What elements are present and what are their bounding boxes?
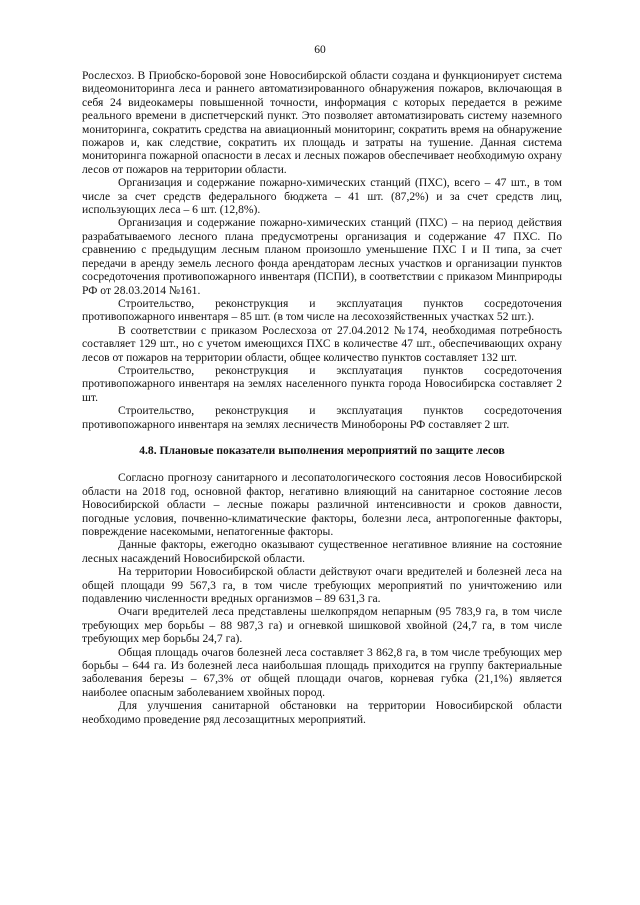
document-body <box>82 69 562 726</box>
paragraph: В соответствии с приказом Рослесхоза от 27.04.2012 №174, необходимая потребность составляет 129 шт., но с учетом имеющихся ПХС в количестве 47 шт., обеспечивающих охрану лесов от пожаров на территории области, общее количество пунктов составляет 132 шт. <box>82 323 562 364</box>
paragraph: Организация и содержание пожарно-химических станций (ПХС), всего – 47 шт., в том числе за счет средств федерального бюджета – 41 шт. (87,2%) и за счет средств лиц, использующих леса – 6 шт. (12,8%). <box>82 176 562 217</box>
paragraph: Строительство, реконструкция и эксплуатация пунктов сосредоточения противопожарного инвентаря на землях лесничеств Минобороны РФ составляет 2 шт. <box>82 404 562 431</box>
paragraph: Общая площадь очагов болезней леса составляет 3 862,8 га, в том числе требующих мер борьбы – 644 га. Из болезней леса наибольшая площадь приходится на группу бактериальные заболевания березы – 67,3% от общей площади очагов, корневая губка (21,1%) является наиболее опасным заболеванием хвойных пород. <box>82 645 562 699</box>
paragraph: На территории Новосибирской области действуют очаги вредителей и болезней леса на общей площади 99 567,3 га, в том числе требующих мероприятий по уничтожению или подавлению численности вредных организмов – 89 631,3 га. <box>82 565 562 606</box>
paragraph: Для улучшения санитарной обстановки на территории Новосибирской области необходимо проведение ряд лесозащитных мероприятий. <box>82 699 562 726</box>
paragraph: Рослесхоз. В Приобско-боровой зоне Новосибирской области создана и функционирует система видеомониторинга леса и раннего автоматизированного обнаружения пожаров, включающая в себя 24 видеокамеры повышенной точности, информация с которых передается в режиме реального времени в диспетчерский пункт. Это позволяет автоматизировать систему наземного мониторинга, сократить средства на авиационный мониторинг, сократить время на обнаружение пожаров и, как следствие, сократить их площадь и затраты на тушение. Данная система мониторинга пожарной опасности в лесах и лесных пожаров обеспечивает необходимую охрану лесов от пожаров на территории области. <box>82 69 562 176</box>
paragraph: Очаги вредителей леса представлены шелкопрядом непарным (95 783,9 га, в том числе требующих мер борьбы – 88 987,3 га) и огневкой шишковой хвойной (24,7 га, в том числе требующих мер борьбы 24,7 га). <box>82 605 562 646</box>
paragraph: Данные факторы, ежегодно оказывают существенное негативное влияние на состояние лесных насаждений Новосибирской области. <box>82 538 562 565</box>
paragraph: Строительство, реконструкция и эксплуатация пунктов сосредоточения противопожарного инвентаря на землях населенного пункта города Новосибирска составляет 2 шт. <box>82 363 562 404</box>
page-number: 60 <box>314 44 326 56</box>
section-heading: 4.8. Плановые показатели выполнения мероприятий по защите лесов <box>139 443 505 457</box>
paragraph: Согласно прогнозу санитарного и лесопатологического состояния лесов Новосибирской области на 2018 год, основной фактор, негативно влияющий на санитарное состояние лесов Новосибирской области – лесные пожары различной интенсивности и сроков давности, погодные условия, почвенно-климатические факторы, болезни леса, антропогенные факторы, повреждение насекомыми, непатогенные факторы. <box>82 471 562 538</box>
paragraph: Организация и содержание пожарно-химических станций (ПХС) – на период действия разрабатываемого лесного плана предусмотрены организация и содержание 47 ПХС. По сравнению с предыдущим лесным планом произошло уменьшение ПХС I и II типа, за счет передачи в аренду земель лесного фонда арендаторам лесных участков и организации пунктов сосредоточения противопожарного инвентаря (ПСПИ), в соответствии с приказом Минприроды РФ от 28.03.2014 №161. <box>82 216 562 297</box>
paragraph: Строительство, реконструкция и эксплуатация пунктов сосредоточения противопожарного инвентаря – 85 шт. (в том числе на лесохозяйственных участках 52 шт.). <box>82 296 562 324</box>
